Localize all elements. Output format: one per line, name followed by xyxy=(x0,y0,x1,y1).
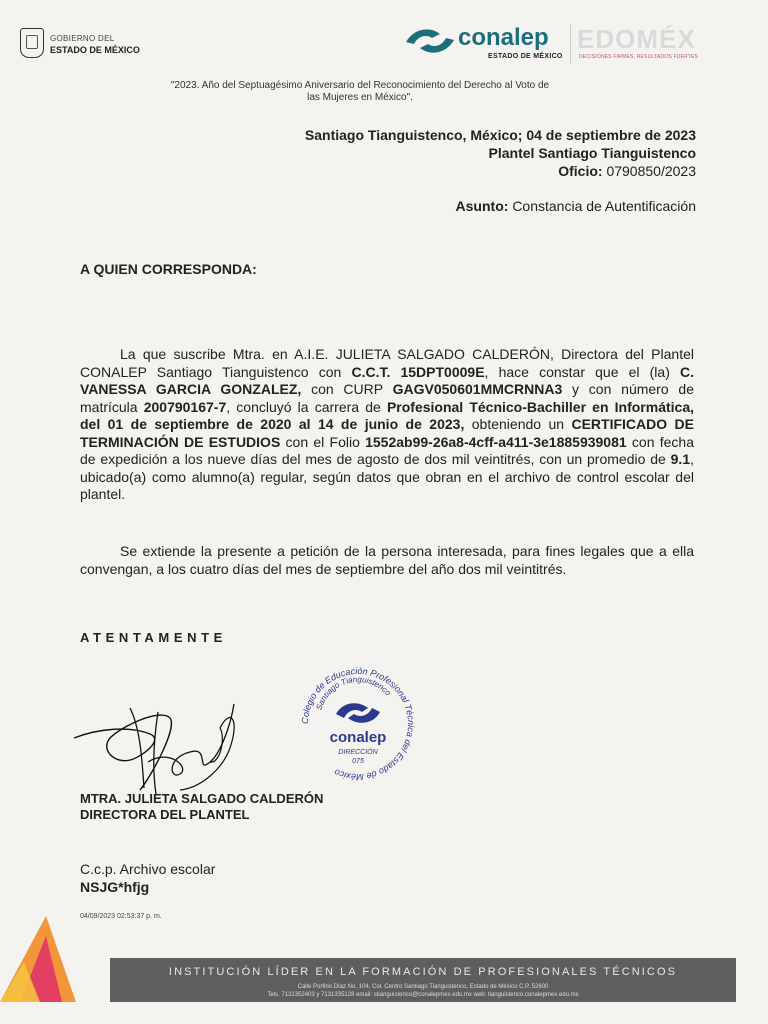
signer-block xyxy=(80,791,323,823)
p1-text-h: con el Folio xyxy=(280,433,366,450)
p1-text-b: , hace constar que el (la) xyxy=(484,363,681,380)
edomex-logo xyxy=(570,24,719,64)
print-timestamp: 04/09/2023 02:53:37 p. m. xyxy=(80,913,162,920)
p1-text-j: , ubicado(a) como alumno(a) regular, según datos que obran en el archivo de control escolar del plantel. xyxy=(80,451,694,502)
cct-code: C.C.T. 15DPT0009E xyxy=(351,363,485,380)
student-name: C. VANESSA GARCIA GONZALEZ, xyxy=(80,363,695,397)
stamp-brand: conalep xyxy=(329,729,387,746)
body-paragraph-1 xyxy=(80,346,694,504)
footer-color-triangles-icon xyxy=(0,916,110,1002)
conalep-subtitle: ESTADO DE MÉXICO xyxy=(488,53,563,60)
greeting: A QUIEN CORRESPONDA: xyxy=(80,261,257,277)
stamp-direccion: DIRECCIÓN xyxy=(338,749,378,756)
stamp-ring-text: Colegio de Educación Profesional Técnica del Estado de México xyxy=(299,665,417,783)
ccp-block xyxy=(80,860,215,896)
conalep-wordmark: conalep xyxy=(458,24,549,51)
matricula: 200790167-7 xyxy=(143,398,227,415)
p1-text-d: y con número de matrícula xyxy=(80,381,694,415)
stamp-inner-text: Santiago Tianguistenco xyxy=(314,674,393,712)
gobierno-edomex-logo xyxy=(20,28,148,58)
p1-text-g: obteniendo un xyxy=(464,416,572,432)
body-paragraph-2 xyxy=(80,543,694,578)
official-stamp xyxy=(296,662,420,786)
initials: NSJG*hfjg xyxy=(80,879,150,895)
footer-address: Calle Porfirio Díaz No. 104, Col. Centro Santiago Tianguistenco, Estado de México C.P. 52600 xyxy=(297,984,549,990)
p1-text-e: , concluyó la carrera de xyxy=(226,398,387,415)
footer xyxy=(0,952,768,1002)
signer-name: MTRA. JULIETA SALGADO CALDERÓN xyxy=(80,791,324,806)
coat-of-arms-icon xyxy=(20,28,44,58)
gov-logo-line2: ESTADO DE MÉXICO xyxy=(50,45,140,55)
study-period: del 01 de septiembre de 2020 al 14 de junio de 2023, xyxy=(80,416,465,432)
conalep-emblem-icon xyxy=(404,24,456,58)
footer-contact: Tels. 7131352403 y 7131335128 email: stianguistenco@conalepmex.edu.mx web: tianguistenco.conalepmex.edu.mx xyxy=(267,992,579,998)
p2-text: Se extiende la presente a petición de la persona interesada, para fines legales que a ella convengan, a los cuatro días del mes de septiembre del año dos mil veintitrés. xyxy=(80,543,694,577)
oficio-line xyxy=(558,163,696,179)
asunto-line xyxy=(456,198,696,214)
curp: GAGV050601MMCRNNA3 xyxy=(392,381,563,397)
oficio-label: Oficio: xyxy=(558,163,603,179)
stamp-seal-icon xyxy=(296,662,420,786)
footer-mission: INSTITUCIÓN LÍDER EN LA FORMACIÓN DE PROFESIONALES TÉCNICOS xyxy=(168,966,678,978)
signature-scribble-icon xyxy=(70,698,270,798)
career: Profesional Técnico-Bachiller en Informática, xyxy=(386,398,695,415)
footer-address-block xyxy=(110,983,736,999)
conalep-logo xyxy=(404,22,564,66)
p1-text-c: con CURP xyxy=(301,381,393,397)
oficio-number: 0790850/2023 xyxy=(606,163,696,179)
footer-bar xyxy=(110,958,736,1002)
place-date: Santiago Tianguistenco, México; 04 de septiembre de 2023 xyxy=(304,127,696,143)
edomex-wordmark: EDOMÉX xyxy=(577,24,696,54)
ccp-line: C.c.p. Archivo escolar xyxy=(80,861,216,877)
average-grade: 9.1 xyxy=(670,451,691,467)
gov-logo-line1: GOBIERNO DEL xyxy=(50,34,115,43)
p1-text-a: La que suscribe Mtra. en A.I.E. JULIETA SALGADO CALDERÓN, Directora del Plantel CONALEP Santiago Tianguistenco con xyxy=(80,346,694,380)
asunto-value: Constancia de Autentificación xyxy=(512,198,696,214)
folio: 1552ab99-26a8-4cff-a411-3e1885939081 xyxy=(365,433,627,450)
certificate-type: CERTIFICADO DE TERMINACIÓN DE ESTUDIOS xyxy=(80,416,694,450)
edomex-tagline: DECISIONES FIRMES, RESULTADOS FUERTES xyxy=(579,54,699,60)
p1-text-i: con fecha de expedición a los nueve días del mes de agosto de dos mil veintitrés, con un promedio de xyxy=(80,433,694,467)
asunto-label: Asunto: xyxy=(455,198,509,214)
stamp-number: 075 xyxy=(352,758,364,765)
signer-title: DIRECTORA DEL PLANTEL xyxy=(80,807,250,822)
closing-atentamente: ATENTAMENTE xyxy=(80,630,227,645)
handwritten-signature xyxy=(70,698,270,798)
year-motto: "2023. Año del Septuagésimo Aniversario del Reconocimiento del Derecho al Voto de las Mujeres en México". xyxy=(170,80,550,103)
plantel-name: Plantel Santiago Tianguistenco xyxy=(488,145,696,161)
